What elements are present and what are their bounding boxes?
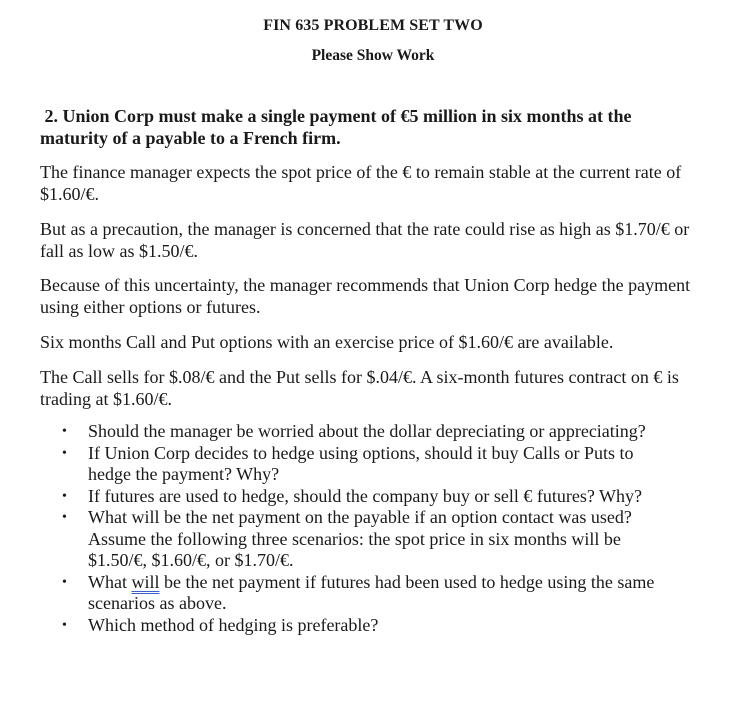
list-item: [40, 615, 700, 637]
question-text-end: be the net payment if futures had been used to hedge using the same scenarios as above.: [88, 571, 655, 613]
bullet-icon: •: [62, 510, 67, 525]
paragraph-options-available: Six months Call and Put options with an exercise price of $1.60/€ are available.: [40, 332, 614, 352]
paragraph-uncertainty: Because of this uncertainty, the manager recommends that Union Corp hedge the payment using either options or futures.: [40, 275, 691, 317]
question-text: If futures are used to hedge, should the company buy or sell € futures? Why?: [88, 485, 643, 506]
bullet-icon: •: [62, 488, 67, 504]
question-list: [40, 421, 700, 636]
question-text: [88, 572, 668, 615]
paragraph-prices: The Call sells for $.08/€ and the Put sells for $.04/€. A six-month futures contract on € is trading at $1.60/€.: [40, 367, 679, 409]
grammar-flagged-word[interactable]: will: [131, 571, 160, 592]
question-text: Should the manager be worried about the dollar depreciating or appreciating?: [88, 421, 646, 441]
paragraph-precaution: But as a precaution, the manager is concerned that the rate could rise as high as $1.70/€ or fall as low as $1.50/€.: [40, 219, 690, 261]
question-text-start: What: [88, 571, 132, 592]
document-subtitle: Please Show Work: [311, 47, 435, 64]
question-text: Which method of hedging is preferable?: [88, 614, 379, 635]
bullet-icon: •: [62, 617, 67, 633]
question-text: If Union Corp decides to hedge using options, should it buy Calls or Puts to hedge the payment? Why?: [88, 442, 634, 484]
scenario-text: Assume the following three scenarios: the spot price in six months will be $1.50/€, $1.60/€, or $1.70/€.: [88, 528, 621, 570]
list-item: [40, 486, 700, 508]
list-item: [40, 507, 700, 572]
question-text: What will be the net payment on the payable if an option contact was used?: [88, 507, 632, 527]
list-item: [40, 572, 700, 615]
list-item: [40, 421, 700, 443]
document-title: FIN 635 PROBLEM SET TWO: [263, 17, 483, 34]
bullet-icon: •: [62, 445, 67, 461]
bullet-icon: •: [62, 574, 67, 590]
paragraph-spot-expectation: The finance manager expects the spot price of the € to remain stable at the current rate of $1.60/€.: [40, 162, 682, 204]
list-item: [40, 443, 700, 486]
bullet-icon: •: [62, 424, 67, 439]
problem-heading: 2. Union Corp must make a single payment of €5 million in six months at the maturity of a payable to a French firm.: [40, 106, 637, 148]
